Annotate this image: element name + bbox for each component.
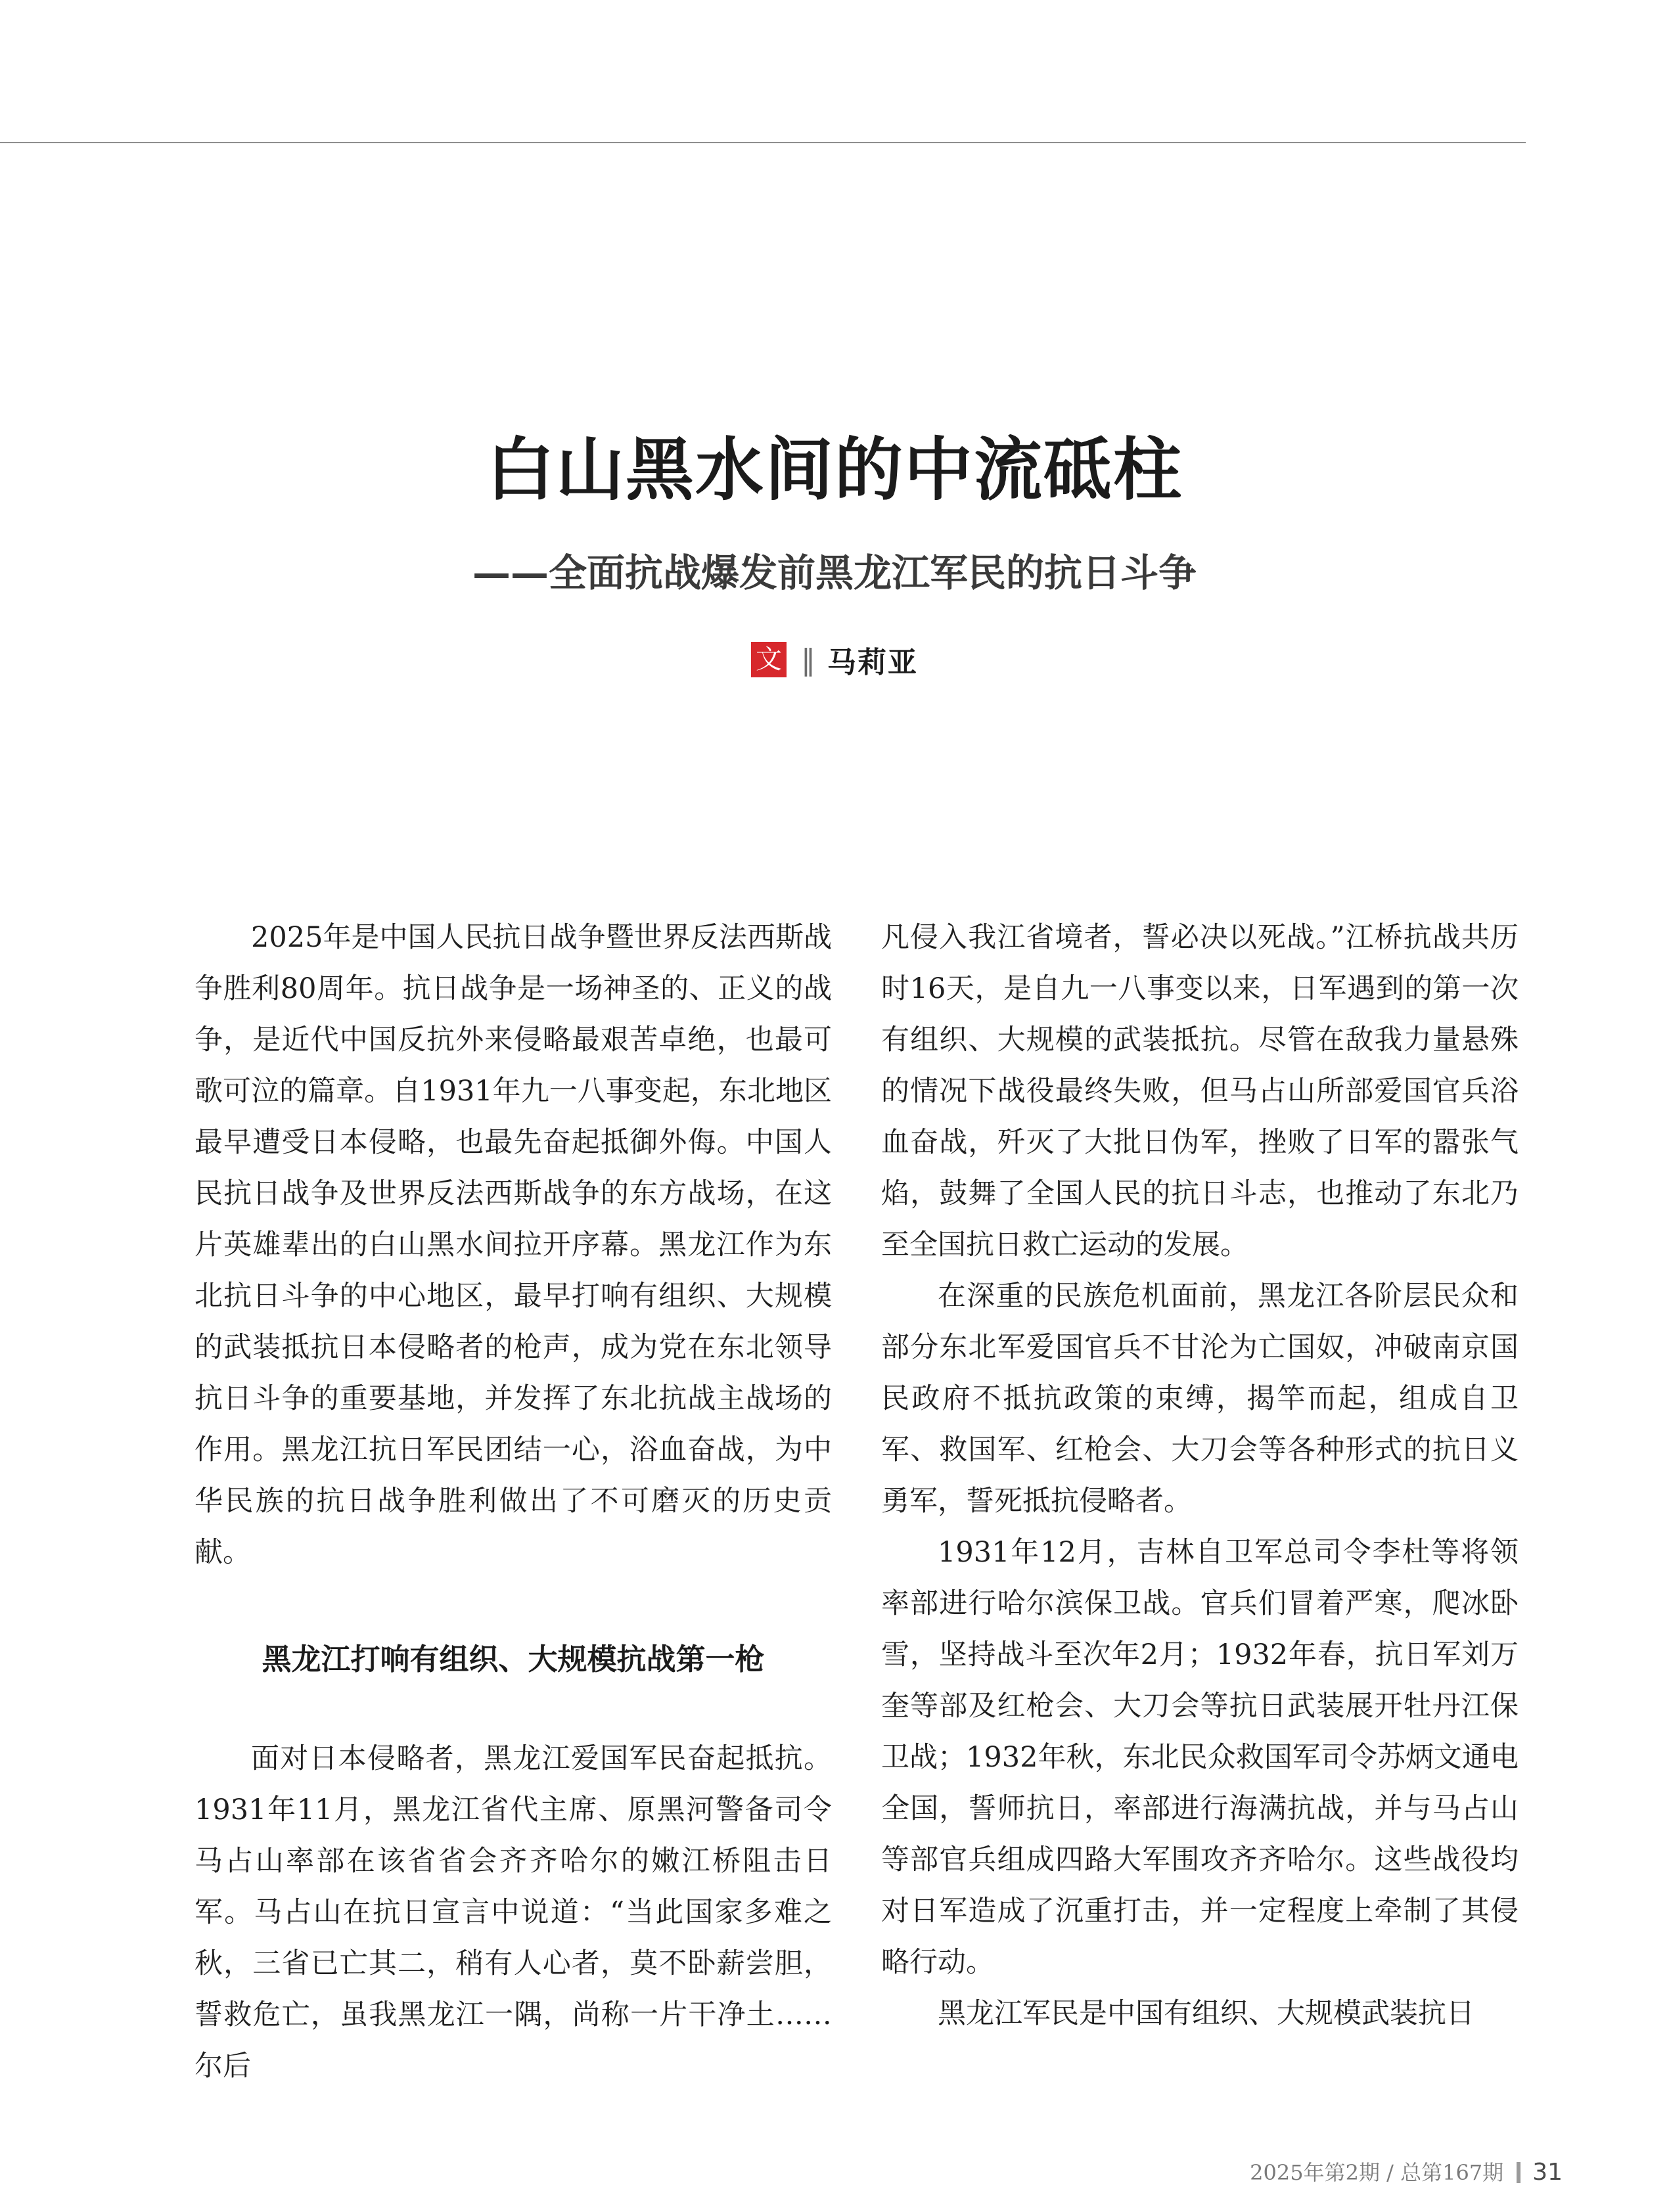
header-rule (0, 142, 1526, 143)
body-paragraph: 黑龙江军民是中国有组织、大规模武装抗日 (938, 1997, 1475, 2030)
page-footer (1250, 2158, 1563, 2187)
issue-label: 2025年第2期 / 总第167期 (1250, 2160, 1504, 2185)
body-paragraph-continued: 凡侵入我江省境者，誓必决以死战。”江桥抗战共历时16天，是自九一八事变以来，日军遇到的第一次有组织、大规模的武装抵抗。尽管在敌我力量悬殊的情况下战役最终失败，但马占山所部爱国官兵浴血奋战，歼灭了大批日伪军，挫败了日军的嚣张气焰，鼓舞了全国人民的抗日斗志，也推动了东北乃至全国抗日救亡运动的发展。 (881, 921, 1519, 1261)
left-column (194, 912, 832, 2092)
page-number: 31 (1532, 2159, 1563, 2186)
byline (0, 639, 1669, 681)
author-name: 马莉亚 (827, 646, 918, 679)
body-paragraph: 2025年是中国人民抗日战争暨世界反法西斯战争胜利80周年。抗日战争是一场神圣的、正义的战争，是近代中国反抗外来侵略最艰苦卓绝，也最可歌可泣的篇章。自1931年九一八事变起，东北地区最早遭受日本侵略，也最先奋起抵御外侮。中国人民抗日战争及世界反法西斯战争的东方战场，在这片英雄辈出的白山黑水间拉开序幕。黑龙江作为东北抗日斗争的中心地区，最早打响有组织、大规模的武装抵抗日本侵略者的枪声，成为党在东北领导抗日斗争的重要基地，并发挥了东北抗战主战场的作用。黑龙江抗日军民团结一心，浴血奋战，为中华民族的抗日战争胜利做出了不可磨灭的历史贡献。 (194, 921, 832, 1569)
byline-mark: 文 (751, 642, 787, 677)
section-heading: 黑龙江打响有组织、大规模抗战第一枪 (262, 1642, 765, 1677)
article-subtitle: ——全面抗战爆发前黑龙江军民的抗日斗争 (472, 551, 1197, 595)
body-paragraph: 1931年12月，吉林自卫军总司令李杜等将领率部进行哈尔滨保卫战。官兵们冒着严寒，爬冰卧雪，坚持战斗至次年2月；1932年春，抗日军刘万奎等部及红枪会、大刀会等抗日武装展开牡丹江保卫战；1932年秋，东北民众救国军司令苏炳文通电全国，誓师抗日，率部进行海满抗战，并与马占山等部官兵组成四路大军围攻齐齐哈尔。这些战役均对日军造成了沉重打击，并一定程度上牵制了其侵略行动。 (881, 1536, 1519, 1979)
body-paragraph: 面对日本侵略者，黑龙江爱国军民奋起抵抗。1931年11月，黑龙江省代主席、原黑河警备司令马占山率部在该省省会齐齐哈尔的嫩江桥阻击日军。马占山在抗日宣言中说道：“当此国家多难之秋，三省已亡其二，稍有人心者，莫不卧薪尝胆，誓救危亡，虽我黑龙江一隅，尚称一片干净土……尔后 (194, 1742, 832, 2083)
right-column (881, 912, 1519, 2039)
footer-divider (1517, 2162, 1520, 2183)
body-paragraph: 在深重的民族危机面前，黑龙江各阶层民众和部分东北军爱国官兵不甘沦为亡国奴，冲破南京国民政府不抵抗政策的束缚，揭竿而起，组成自卫军、救国军、红枪会、大刀会等各种形式的抗日义勇军，誓死抵抗侵略者。 (881, 1280, 1519, 1518)
article-title: 白山黑水间的中流砥柱 (486, 430, 1183, 510)
byline-separator: ‖ (801, 643, 815, 677)
